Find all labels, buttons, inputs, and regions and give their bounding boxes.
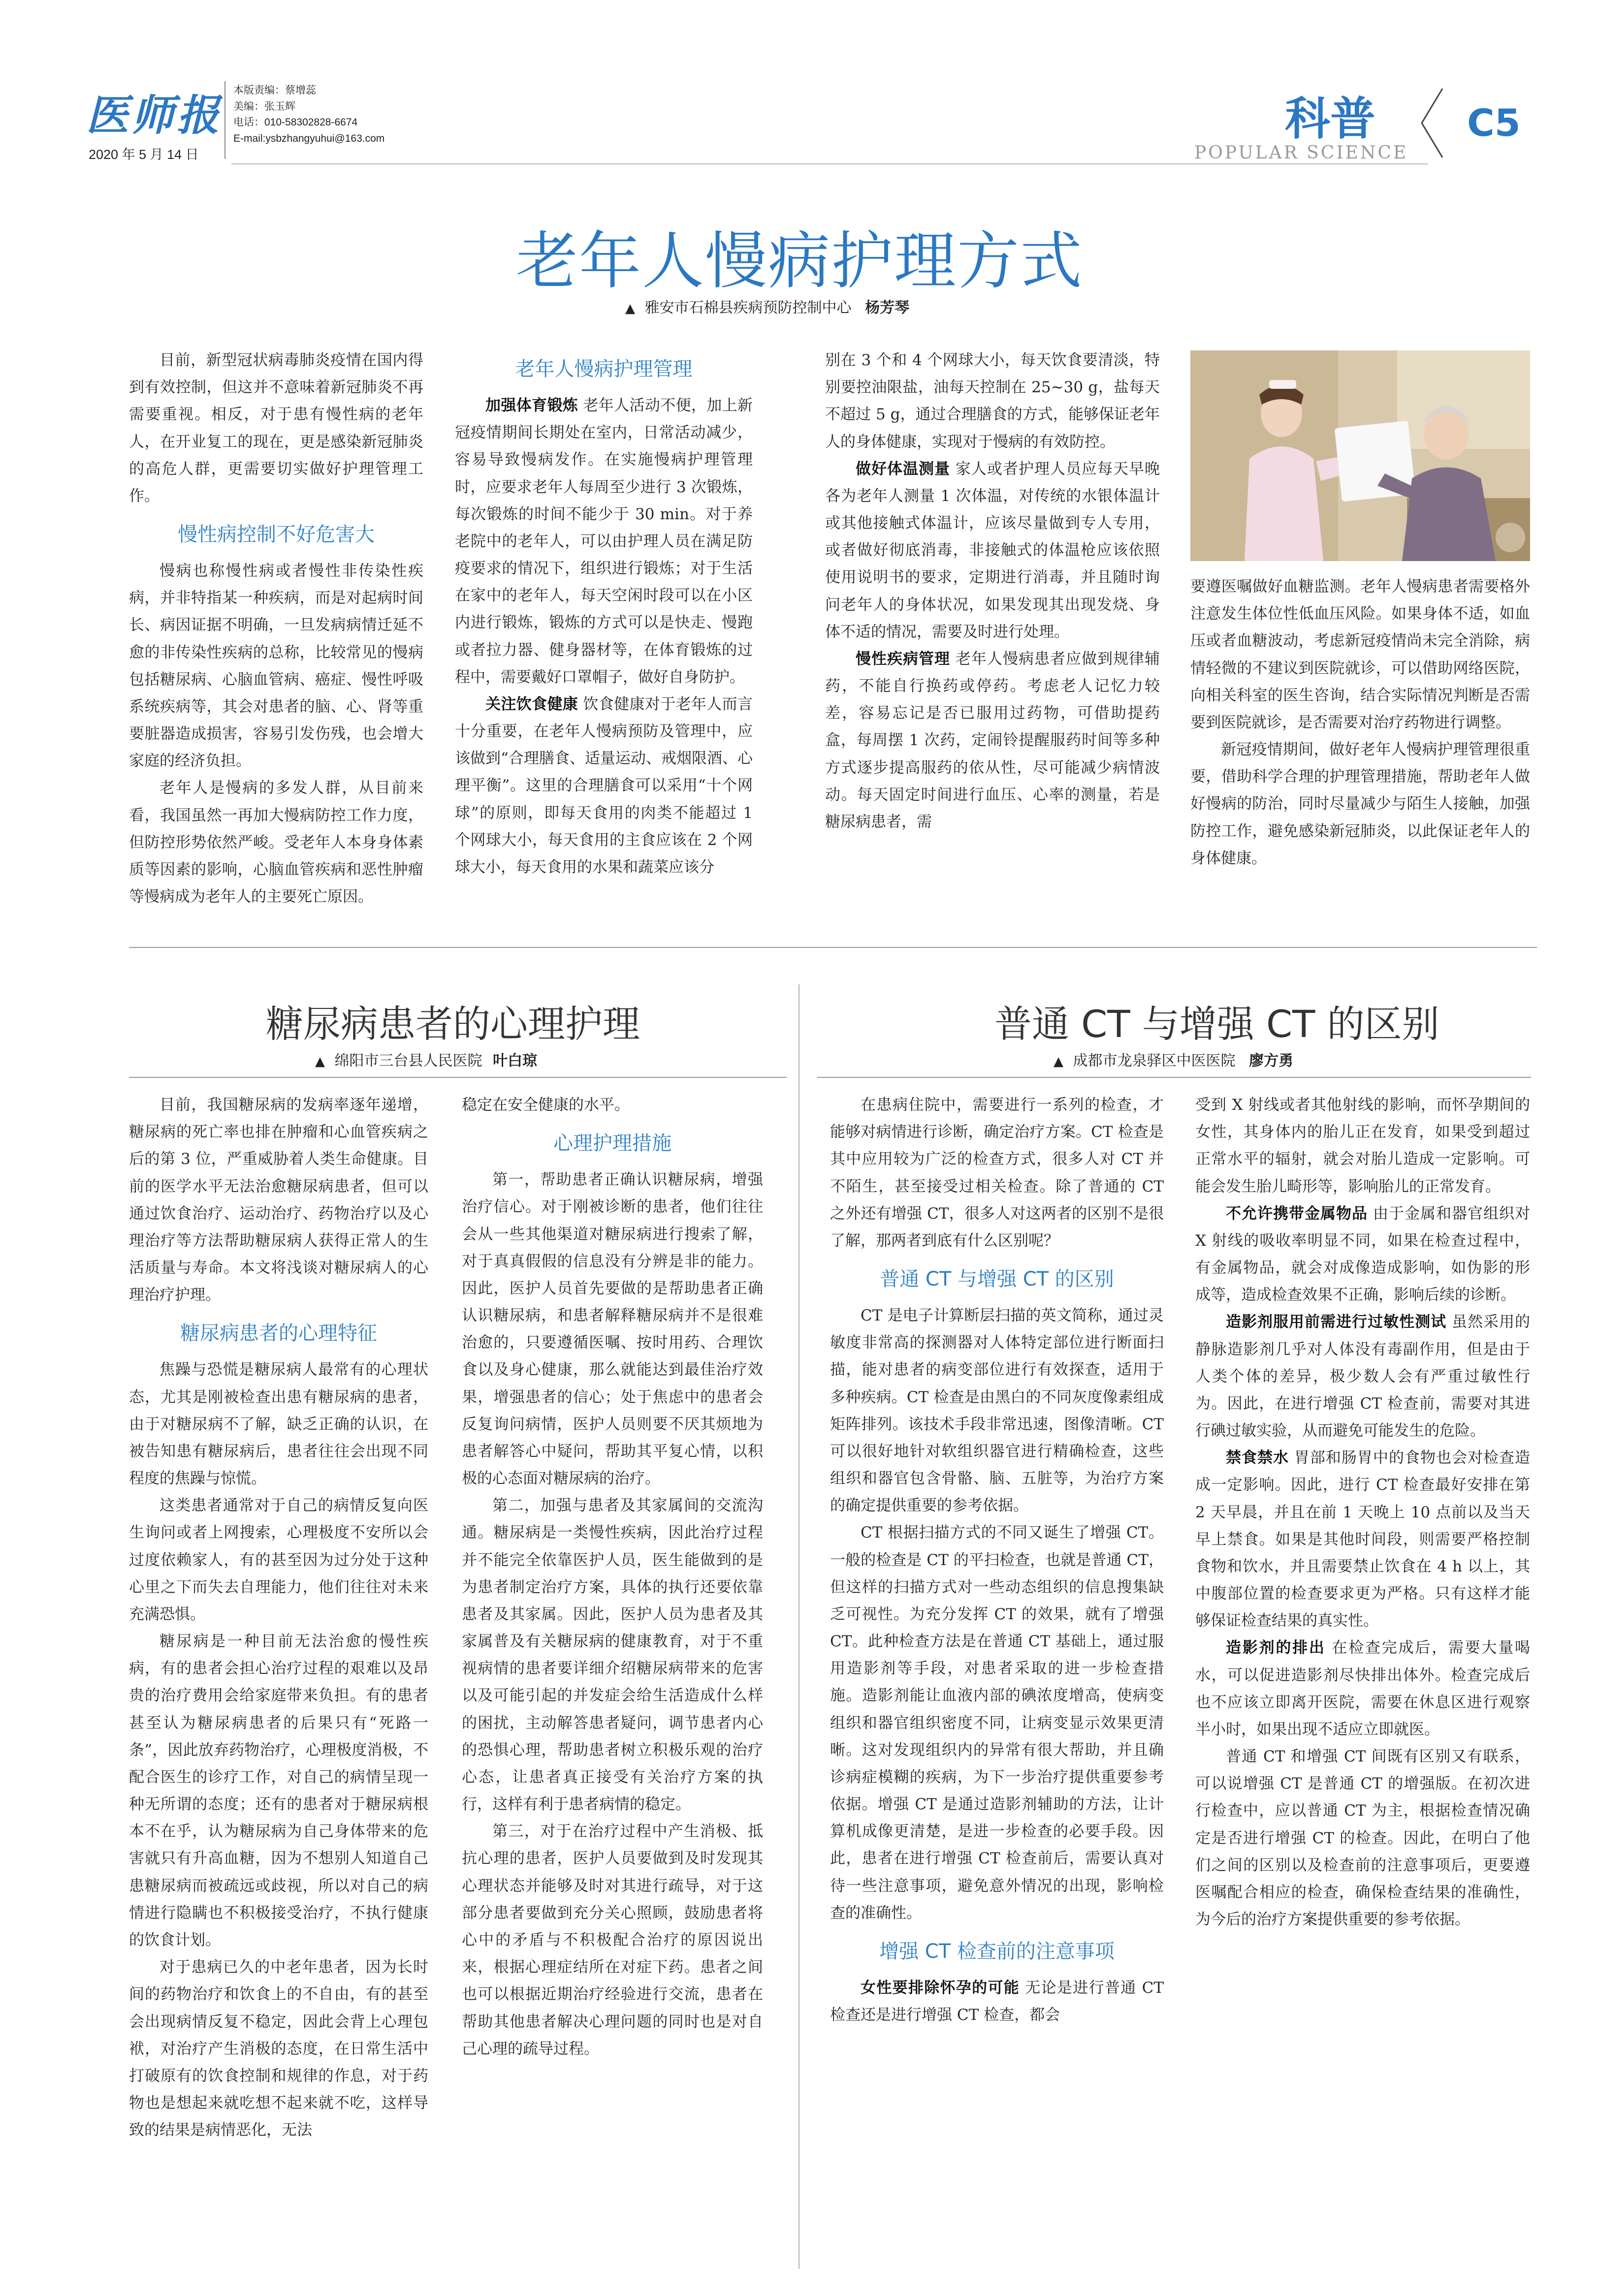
masthead-divider xyxy=(224,81,225,159)
paragraph xyxy=(455,691,753,881)
paragraph xyxy=(1190,736,1530,872)
byline-org: 成都市龙泉驿区中医医院 xyxy=(1073,1052,1236,1069)
paragraph xyxy=(825,646,1160,836)
article1-col3 xyxy=(825,347,1160,836)
column-divider xyxy=(799,984,800,2269)
subheading: 慢性病控制不好危害大 xyxy=(178,523,375,546)
byline-org: 雅安市石棉县疾病预防控制中心 xyxy=(644,299,852,316)
paragraph xyxy=(1195,1092,1530,1200)
article2-title-rule xyxy=(129,1077,787,1078)
paragraph-text: 新冠疫情期间，做好老年人慢病护理管理很重要，借助科学合理的护理管理措施，帮助老年人做好慢病的防治，同时尽量减少与陌生人接触，加强防控工作，避免感染新冠肺炎，以此保证老年人的身体健康。 xyxy=(1190,741,1530,867)
paragraph-text: 受到 X 射线或者其他射线的影响，而怀孕期间的女性，其身体内的胎儿正在发育，如果受到超过正常水平的辐射，就会对胎儿造成一定影响。可能会发生胎儿畸形等，影响胎儿的正常发育。 xyxy=(1195,1096,1530,1195)
paragraph xyxy=(462,1492,763,1818)
credit-editor: 本版责编：蔡增蕊 xyxy=(233,85,316,96)
paragraph-text: 胃部和肠胃中的食物也会对检查造成一定影响。因此，进行 CT 检查最好安排在第 2 天早晨，并且在前 1 天晚上 10 点前以及当天早上禁食。如果是其他时间段，则需要严格控制食物和饮水，并且需要禁止饮食在 4 h 以上，其中腹部位置的检查要求更为严格。只有这样才能够保证检查结果的真实性。 xyxy=(1195,1449,1531,1630)
paragraph xyxy=(830,1975,1164,2029)
paragraph-text: 要遵医嘱做好血糖监测。老年人慢病患者需要格外注意发生体位性低血压风险。如果身体不适，如血压或者血糖波动，考虑新冠疫情尚未完全消除，病情轻微的不建议到医院就诊，可以借助网络医院，向相关科室的医生咨询，结合实际情况判断是否需要到医院就诊，是否需要对治疗药物进行调整。 xyxy=(1190,578,1530,731)
paragraph xyxy=(455,392,753,691)
paragraph-text: 老年人慢病患者应做到规律辅药，不能自行换药或停药。考虑老人记忆力较差，容易忘记是否已服用过药物，可借助提药盒，每周摆 1 次药，定闹铃提醒服药时间等多种方式逐步提高服药的依从性，尽可能减少病情波动。每天固定时间进行血压、心率的测量，若是糖尿病患者，需 xyxy=(825,650,1160,831)
paragraph-text: 这类患者通常对于自己的病情反复向医生询问或者上网搜索，心理极度不安所以会过度依赖家人，有的甚至因为过分处于这种心里之下而失去自理能力，他们往往对未来充满恐惧。 xyxy=(129,1497,428,1623)
byline-triangle-icon: ▲ xyxy=(315,1054,325,1069)
credit-email: E-mail:ysbzhangyuhui@163.com xyxy=(233,132,385,144)
paragraph-text: 目前，我国糖尿病的发病率逐年递增，糖尿病的死亡率也排在肿瘤和心血管疾病之后的第 3 位，严重威胁着人类生命健康。目前的医学水平无法治愈糖尿病患者，但可以通过饮食治疗、运动治疗、药物治疗以及心理治疗等方法帮助糖尿病人获得正常人的生活质量与寿命。本文将浅谈对糖尿病人的心理治疗护理。 xyxy=(129,1096,428,1304)
subheading: 老年人慢病护理管理 xyxy=(515,358,693,380)
paragraph xyxy=(129,1628,428,1954)
article1-title: 老年人慢病护理方式 xyxy=(516,225,1083,297)
paragraph xyxy=(830,1519,1164,1927)
paragraph-lead: 关注饮食健康 xyxy=(485,695,578,713)
paragraph xyxy=(825,347,1160,456)
byline-author: 廖方勇 xyxy=(1249,1052,1294,1069)
article3-title: 普通 CT 与增强 CT 的区别 xyxy=(994,1002,1439,1046)
paragraph-lead: 造影剂的排出 xyxy=(1226,1639,1326,1657)
article1-col4 xyxy=(1190,573,1530,872)
section-chevron-icon xyxy=(1417,84,1446,164)
masthead xyxy=(0,0,1599,177)
paragraph-text: 无论是进行普通 CT 检查还是进行增强 CT 检查，都会 xyxy=(830,1979,1164,2024)
article2-byline xyxy=(315,1048,537,1070)
paragraph-text: 老年人是慢病的多发人群，从目前来看，我国虽然一再加大慢病防控工作力度，但防控形势依然严峻。受老年人本身身体素质等因素的影响，心脑血管疾病和恶性肿瘤等慢病成为老年人的主要死亡原因。 xyxy=(129,779,423,906)
article2-title: 糖尿病患者的心理护理 xyxy=(266,1002,640,1046)
credit-phone: 电话：010-58302828-6674 xyxy=(233,117,358,128)
section-subtitle: POPULAR SCIENCE xyxy=(1194,143,1408,163)
paragraph-lead: 禁食禁水 xyxy=(1226,1449,1289,1467)
paragraph-text: 普通 CT 和增强 CT 间既有区别又有联系，可以说增强 CT 是普通 CT 的增强版。在初次进行检查中，应以普通 CT 为主，根据检查情况确定是否进行增强 CT 的检查。因此，在明白了他们之间的区别以及检查前的注意事项后，更要遵医嘱配合相应的检查，确保检查结果的准确性，为今后的治疗方案提供重要的参考依据。 xyxy=(1195,1748,1530,1929)
article3-byline xyxy=(1054,1048,1293,1070)
paragraph-text: 第二，加强与患者及其家属间的交流沟通。糖尿病是一类慢性疾病，因此治疗过程并不能完全依靠医护人员，医生能做到的是为患者制定治疗方案，具体的执行还要依靠患者及其家属。因此，医护人员为患者及其家属普及有关糖尿病的健康教育，对于不重视病情的患者要详细介绍糖尿病带来的危害以及可能引起的并发症会给生活造成什么样的困扰，主动解答患者疑问，调节患者内心的恐惧心理，帮助患者树立积极乐观的治疗心态，让患者真正接受有关治疗方案的执行，这样有利于患者病情的稳定。 xyxy=(462,1497,763,1814)
paragraph-text: 饮食健康对于老年人而言十分重要，在老年人慢病预防及管理中，应该做到“合理膳食、适量运动、戒烟限酒、心理平衡”。这里的合理膳食可以采用“十个网球”的原则，即每天食用的肉类不能超过 1 个网球大小，每天食用的主食应该在 2 个网球大小，每天食用的水果和蔬菜应该分 xyxy=(455,695,753,876)
article3-col1 xyxy=(830,1092,1164,2029)
masthead-rule xyxy=(231,163,1428,164)
page-number: C5 xyxy=(1467,101,1521,145)
elderly-care-photo xyxy=(1190,350,1530,561)
article3-title-rule xyxy=(817,1077,1531,1078)
paragraph-text: 第三，对于在治疗过程中产生消极、抵抗心理的患者，医护人员要做到及时发现其心理状态并能够及时对其进行疏导，对于这部分患者要做到充分关心照顾，鼓励患者将心中的矛盾与不积极配合治疗的原因说出来，根据心理症结所在对症下药。患者之间也可以根据近期治疗经验进行交流，患者在帮助其他患者解决心理问题的同时也是对自己心理的疏导过程。 xyxy=(462,1823,763,2058)
editor-credits xyxy=(233,83,384,147)
article1-col2 xyxy=(455,345,753,881)
paragraph-text: 由于金属和器官组织对 X 射线的吸收率明显不同，如果在检查过程中，有金属物品，就会对成像造成影响，如伪影的形成等，造成检查效果不正确，影响后续的诊断。 xyxy=(1195,1204,1531,1304)
paragraph xyxy=(462,1092,763,1119)
paragraph-lead: 慢性疾病管理 xyxy=(856,650,951,668)
byline-org: 绵阳市三台县人民医院 xyxy=(334,1052,482,1069)
paragraph-lead: 女性要排除怀孕的可能 xyxy=(861,1979,1020,1997)
paragraph xyxy=(1195,1635,1530,1743)
newspaper-logo: 医师报 xyxy=(86,91,222,140)
paragraph xyxy=(462,1166,763,1492)
paragraph-text: 家人或者护理人员应每天早晚各为老年人测量 1 次体温，对传统的水银体温计或其他接触式体温计，应该尽量做到专人专用，或者做好彻底消毒，非接触式的体温枪应该依照使用说明书的要求，定期进行消毒，并且随时询问老年人的身体状况，如果发现其出现发烧、身体不适的情况，需要及时进行处理。 xyxy=(825,460,1160,641)
paragraph xyxy=(1195,1200,1530,1309)
paragraph-text: 虽然采用的静脉造影剂几乎对人体没有毒副作用，但是由于人类个体的差异，极少数人会有严重过敏性行为。因此，在进行增强 CT 检查前，需要对其进行碘过敏实验，从而避免可能发生的危险。 xyxy=(1195,1313,1531,1440)
subheading: 心理护理措施 xyxy=(553,1132,672,1155)
paragraph-text: 别在 3 个和 4 个网球大小，每天饮食要清淡，特别要控油限盐，油每天控制在 25~30 g，盐每天不超过 5 g，通过合理膳食的方式，能够保证老年人的身体健康，实现对于慢病的有效防控。 xyxy=(825,351,1160,451)
paragraph-text: 糖尿病是一种目前无法治愈的慢性疾病，有的患者会担心治疗过程的艰难以及昂贵的治疗费用会给家庭带来负担。有的患者甚至认为糖尿病患者的后果只有“死路一条”，因此放弃药物治疗，心理极度消极，不配合医生的诊疗工作，对自己的病情呈现一种无所谓的态度；还有的患者对于糖尿病根本不在乎，认为糖尿病为自己身体带来的危害就只有升高血糖，因为不想别人知道自己患糖尿病而被疏远或歧视，所以对自己的病情进行隐瞒也不积极接受治疗，不执行健康的饮食计划。 xyxy=(129,1633,428,1949)
paragraph-text: 第一，帮助患者正确认识糖尿病，增强治疗信心。对于刚被诊断的患者，他们往往会从一些其他渠道对糖尿病进行搜索了解，对于真真假假的信息没有分辨是非的能力。因此，医护人员首先要做的是帮助患者正确认识糖尿病，和患者解释糖尿病并不是很难治愈的，只要遵循医嘱、按时用药、合理饮食以及身心健康，那么就能达到最佳治疗效果，增强患者的信心；处于焦虑中的患者会反复询问病情，医护人员则要不厌其烦地为患者解答心中疑问，帮助其平复心情，以积极的心态面对糖尿病的治疗。 xyxy=(462,1171,763,1488)
paragraph-lead: 不允许携带金属物品 xyxy=(1226,1204,1368,1223)
byline-triangle-icon: ▲ xyxy=(625,301,635,316)
section-divider xyxy=(129,947,1537,948)
article1-byline xyxy=(625,295,909,317)
paragraph xyxy=(1190,573,1530,736)
paragraph xyxy=(830,1302,1164,1519)
paragraph xyxy=(462,1818,763,2063)
byline-triangle-icon: ▲ xyxy=(1054,1054,1063,1069)
paragraph-text: 焦躁与恐慌是糖尿病人最常有的心理状态，尤其是刚被检查出患有糖尿病的患者，由于对糖尿病不了解，缺乏正确的认识，在被告知患有糖尿病后，患者往往会出现不同程度的焦躁与惊慌。 xyxy=(129,1361,428,1488)
paragraph xyxy=(129,347,423,510)
subheading: 增强 CT 检查前的注意事项 xyxy=(879,1940,1115,1963)
paragraph-text: 在检查完成后，需要大量喝水，可以促进造影剂尽快排出体外。检查完成后也不应该立即离开医院，需要在休息区进行观察半小时，如果出现不适应立即就医。 xyxy=(1195,1639,1530,1738)
paragraph xyxy=(129,1492,428,1628)
paragraph xyxy=(1195,1445,1530,1635)
paragraph-lead: 加强体育锻炼 xyxy=(485,397,578,414)
paragraph-text: CT 根据扫描方式的不同又诞生了增强 CT。一般的检查是 CT 的平扫检查，也就是普通 CT，但这样的扫描方式对一些动态组织的信息搜集缺乏可视性。为充分发挥 CT 的效果，就有了增强 CT。此种检查方法是在普通 CT 基础上，通过服用造影剂等手段，对患者采取的进一步检查措施。造影剂能让血液内部的碘浓度增高，使病变组织和器官组织密度不同，让病变显示效果更清晰。这对发现组织内的异常有很大帮助，并且确诊病症模糊的疾病，为下一步治疗提供重要参考依据。增强 CT 是通过造影剂辅助的方法，让计算机成像更清楚，是进一步检查的必要手段。因此，患者在进行增强 CT 检查前后，需要认真对待一些注意事项，避免意外情况的出现，影响检查的准确性。 xyxy=(830,1524,1164,1922)
article2-col2 xyxy=(462,1092,763,2063)
paragraph xyxy=(129,1356,428,1492)
paragraph-text: 目前，新型冠状病毒肺炎疫情在国内得到有效控制，但这并不意味着新冠肺炎不再需要重视。相反，对于患有慢性病的老年人，在开业复工的现在，更是感染新冠肺炎的高危人群，更需要切实做好护理管理工作。 xyxy=(129,351,423,505)
subheading: 糖尿病患者的心理特征 xyxy=(180,1322,377,1345)
credit-designer: 美编：张玉辉 xyxy=(233,100,295,112)
paragraph xyxy=(129,558,423,775)
paragraph-text: CT 是电子计算断层扫描的英文简称，通过灵敏度非常高的探测器对人体特定部位进行断面扫描，能对患者的病变部位进行有效探查，适用于多种疾病。CT 检查是由黑白的不同灰度像素组成矩阵排列。该技术手段非常迅速，图像清晰。CT 可以很好地针对软组织器官进行精确检查，这些组织和器官包含骨骼、脑、五脏等，为治疗方案的确定提供重要的参考依据。 xyxy=(830,1307,1164,1515)
paragraph xyxy=(1195,1743,1530,1933)
paragraph-text: 对于患病已久的中老年患者，因为长时间的药物治疗和饮食上的不自由，有的甚至会出现病情反复不稳定，因此会背上心理包袱，对治疗产生消极的态度，在日常生活中打破原有的饮食控制和规律的作息，对于药物也是想起来就吃想不起来就不吃，这样导致的结果是病情恶化，无法 xyxy=(129,1958,428,2139)
paragraph-text: 在患病住院中，需要进行一系列的检查，才能够对病情进行诊断，确定治疗方案。CT 检查是其中应用较为广泛的检查方式，很多人对 CT 并不陌生，甚至接受过相关检查。除了普通的 CT 之外还有增强 CT，很多人对这两者的区别不是很了解，那两者到底有什么区别呢？ xyxy=(830,1096,1164,1250)
section-title: 科普 xyxy=(1285,93,1376,145)
paragraph xyxy=(129,1954,428,2144)
paragraph-lead: 做好体温测量 xyxy=(856,460,951,478)
paragraph-lead: 造影剂服用前需进行过敏性测试 xyxy=(1226,1313,1447,1331)
paragraph-text: 稳定在安全健康的水平。 xyxy=(462,1096,630,1114)
article3-col2 xyxy=(1195,1092,1530,1933)
subheading: 普通 CT 与增强 CT 的区别 xyxy=(880,1268,1114,1291)
paragraph xyxy=(129,1092,428,1309)
paragraph-text: 老年人活动不便，加上新冠疫情期间长期处在室内，日常活动减少，容易导致慢病发作。在实施慢病护理管理时，应要求老年人每周至少进行 3 次锻炼，每次锻炼的时间不能少于 30 min。对于养老院中的老年人，可以由护理人员在满足防疫要求的情况下，组织进行锻炼；对于生活在家中的老年人，每天空闲时段可以在小区内进行锻炼，锻炼的方式可以是快走、慢跑或者拉力器、健身器材等，在体育锻炼的过程中，需要戴好口罩帽子，做好自身防护。 xyxy=(455,397,753,686)
paragraph-text: 慢病也称慢性病或者慢性非传染性疾病，并非特指某一种疾病，而是对起病时间长、病因证据不明确，一旦发病病情迁延不愈的非传染性疾病的总称，比较常见的慢病包括糖尿病、心脑血管病、癌症、慢性呼吸系统疾病等，其会对患者的脑、心、肾等重要脏器造成损害，容易引发伤残，也会增大家庭的经济负担。 xyxy=(129,562,423,770)
paragraph xyxy=(129,775,423,911)
paragraph xyxy=(830,1092,1164,1255)
byline-author: 杨芳琴 xyxy=(865,299,910,316)
article1-col1 xyxy=(129,347,423,911)
paragraph xyxy=(1195,1309,1530,1445)
article2-col1 xyxy=(129,1092,428,2144)
issue-date: 2020 年 5 月 14 日 xyxy=(89,147,199,162)
paragraph xyxy=(825,456,1160,646)
byline-author: 叶白琼 xyxy=(493,1052,538,1069)
